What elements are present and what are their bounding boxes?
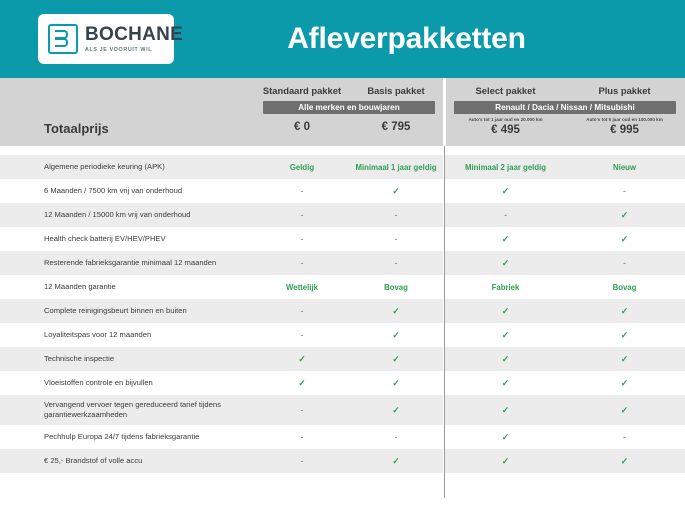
row-group-a xyxy=(255,186,443,197)
row-label: Health check batterij EV/HEV/PHEV xyxy=(44,233,166,243)
row-label: 6 Maanden / 7500 km vrij van onderhoud xyxy=(44,185,183,195)
logo-tagline: ALS JE VOORUIT WIL xyxy=(85,47,153,53)
price-standaard: € 0 xyxy=(294,121,310,133)
cell-value: ✓ xyxy=(298,377,306,388)
row-group-a xyxy=(255,432,443,442)
group-select-plus xyxy=(446,78,684,146)
cell-value: - xyxy=(394,210,398,220)
cell-value: - xyxy=(394,432,398,442)
column-header-basis: Basis pakket xyxy=(367,85,425,96)
table-row xyxy=(0,371,685,395)
cell-value: - xyxy=(394,234,398,244)
row-label: € 25,- Brandstof of volle accu xyxy=(44,455,143,465)
table-row xyxy=(0,299,685,323)
column-header-plus: Plus pakket xyxy=(598,85,651,96)
row-label: Resterende fabrieksgarantie minimaal 12 maanden xyxy=(44,257,217,267)
row-label: Algemene periodieke keuring (APK) xyxy=(44,161,165,171)
price-select: € 495 xyxy=(491,124,520,136)
table-row xyxy=(0,347,685,371)
cell-value: ✓ xyxy=(501,185,510,196)
group-standaard-basis xyxy=(255,78,443,146)
page-header xyxy=(0,0,685,78)
cell-value: - xyxy=(300,455,304,466)
cell-value: ✓ xyxy=(501,455,510,466)
band-gap xyxy=(0,146,685,155)
row-group-b xyxy=(446,234,684,245)
cell-value: - xyxy=(300,210,304,220)
row-group-b xyxy=(446,354,684,365)
row-group-a xyxy=(255,456,443,467)
total-price-label-cell xyxy=(0,78,255,146)
cell-value: ✓ xyxy=(620,329,629,340)
row-group-b xyxy=(446,306,684,317)
row-label: Loyaliteitspas voor 12 maanden xyxy=(44,329,152,339)
cell-value: ✓ xyxy=(501,431,510,442)
cell-value: ✓ xyxy=(392,404,400,415)
row-label: Complete reinigingsbeurt binnen en buiten xyxy=(44,305,187,315)
group-divider-line xyxy=(444,146,445,498)
cell-value: ✓ xyxy=(620,455,629,466)
row-label: 12 Maanden / 15000 km vrij van onderhoud xyxy=(44,209,191,219)
cell-value: - xyxy=(300,432,304,442)
table-row xyxy=(0,395,685,425)
row-group-a xyxy=(255,306,443,317)
cell-value: Wettelijk xyxy=(286,282,318,292)
row-group-b xyxy=(446,186,684,197)
table-row xyxy=(0,179,685,203)
cell-value: ✓ xyxy=(298,353,306,364)
row-label: Technische inspectie xyxy=(44,353,115,363)
row-group-b xyxy=(446,456,684,467)
cell-value: ✓ xyxy=(501,377,510,388)
row-group-b xyxy=(446,330,684,341)
cell-value: ✓ xyxy=(501,233,510,244)
cell-value: ✓ xyxy=(620,233,629,244)
cell-value: ✓ xyxy=(620,305,629,316)
row-label: Vloeistoffen controle en bijvullen xyxy=(44,377,153,387)
cell-value: ✓ xyxy=(501,305,510,316)
row-group-a xyxy=(255,354,443,365)
cell-value: ✓ xyxy=(501,257,510,268)
cell-value: ✓ xyxy=(620,353,629,364)
cell-value: ✓ xyxy=(392,329,400,340)
row-group-a xyxy=(255,163,443,172)
group-b-bar: Renault / Dacia / Nissan / Mitsubishi xyxy=(454,101,676,114)
cell-value: ✓ xyxy=(392,185,400,196)
cell-value: - xyxy=(300,258,304,268)
table-row xyxy=(0,449,685,473)
row-group-a xyxy=(255,234,443,244)
bottom-padding xyxy=(0,473,685,485)
cell-value: ✓ xyxy=(620,209,629,220)
price-basis: € 795 xyxy=(381,121,411,133)
column-header-select: Select pakket xyxy=(475,85,536,96)
cell-value: ✓ xyxy=(620,404,629,415)
cell-value: ✓ xyxy=(392,353,400,364)
cell-value: ✓ xyxy=(501,353,510,364)
cell-value: - xyxy=(300,329,304,340)
cell-value: - xyxy=(623,185,626,196)
group-a-bar: Alle merken en bouwjaren xyxy=(263,101,435,114)
row-group-a xyxy=(255,258,443,268)
row-label: Vervangend vervoer tegen gereduceerd tarief tijdens garantiewerkzaamheden xyxy=(44,399,221,419)
row-group-b xyxy=(446,163,684,172)
table-row xyxy=(0,227,685,251)
cell-value: Minimaal 2 jaar geldig xyxy=(464,162,547,172)
cell-value: Geldig xyxy=(289,162,315,172)
cell-value: ✓ xyxy=(392,377,400,388)
cell-value: Minimaal 1 jaar geldig xyxy=(355,162,437,172)
column-header-band xyxy=(0,78,685,146)
cell-value: ✓ xyxy=(392,305,400,316)
price-plus: € 995 xyxy=(610,124,639,136)
cell-value: Bovag xyxy=(612,282,637,292)
cell-value: - xyxy=(623,257,626,268)
cell-value: ✓ xyxy=(620,377,629,388)
table-row xyxy=(0,203,685,227)
table-row xyxy=(0,251,685,275)
cell-value: - xyxy=(504,209,507,220)
subnote-select: Auto's tot 1 jaar oud en 20.000 km xyxy=(468,117,543,122)
row-group-a xyxy=(255,378,443,389)
subnote-plus: Auto's tot 5 jaar oud en 100.000 km xyxy=(586,117,663,122)
page-title: Afleverpakketten xyxy=(287,22,526,55)
bochane-logo xyxy=(38,14,184,64)
cell-value: - xyxy=(300,404,304,415)
row-group-a xyxy=(255,283,443,292)
logo-wordmark: BOCHANE xyxy=(85,24,184,45)
cell-value: ✓ xyxy=(501,404,510,415)
row-group-b xyxy=(446,210,684,221)
table-row xyxy=(0,155,685,179)
cell-value: ✓ xyxy=(392,455,400,466)
features-table xyxy=(0,155,685,473)
row-group-a xyxy=(255,210,443,220)
row-group-b xyxy=(446,432,684,443)
row-label: Pechhulp Europa 24/7 tijdens fabrieksgarantie xyxy=(44,431,200,441)
cell-value: - xyxy=(300,234,304,244)
cell-value: - xyxy=(300,305,304,316)
row-group-b xyxy=(446,405,684,416)
row-label: 12 Maanden garantie xyxy=(44,281,116,291)
cell-value: Nieuw xyxy=(613,162,636,172)
cell-value: ✓ xyxy=(501,329,510,340)
row-group-b xyxy=(446,378,684,389)
cell-value: Bovag xyxy=(384,282,408,292)
table-row xyxy=(0,425,685,449)
cell-value: - xyxy=(300,185,304,196)
cell-value: Fabriek xyxy=(491,282,520,292)
row-group-b xyxy=(446,258,684,269)
cell-value: - xyxy=(623,431,626,442)
bochane-logo-icon xyxy=(48,24,78,54)
row-group-a xyxy=(255,405,443,416)
total-price-label: Totaalprijs xyxy=(44,121,109,136)
column-header-standaard: Standaard pakket xyxy=(262,85,342,96)
table-row xyxy=(0,275,685,299)
row-group-a xyxy=(255,330,443,341)
row-group-b xyxy=(446,283,684,292)
table-row xyxy=(0,323,685,347)
cell-value: - xyxy=(394,258,398,268)
